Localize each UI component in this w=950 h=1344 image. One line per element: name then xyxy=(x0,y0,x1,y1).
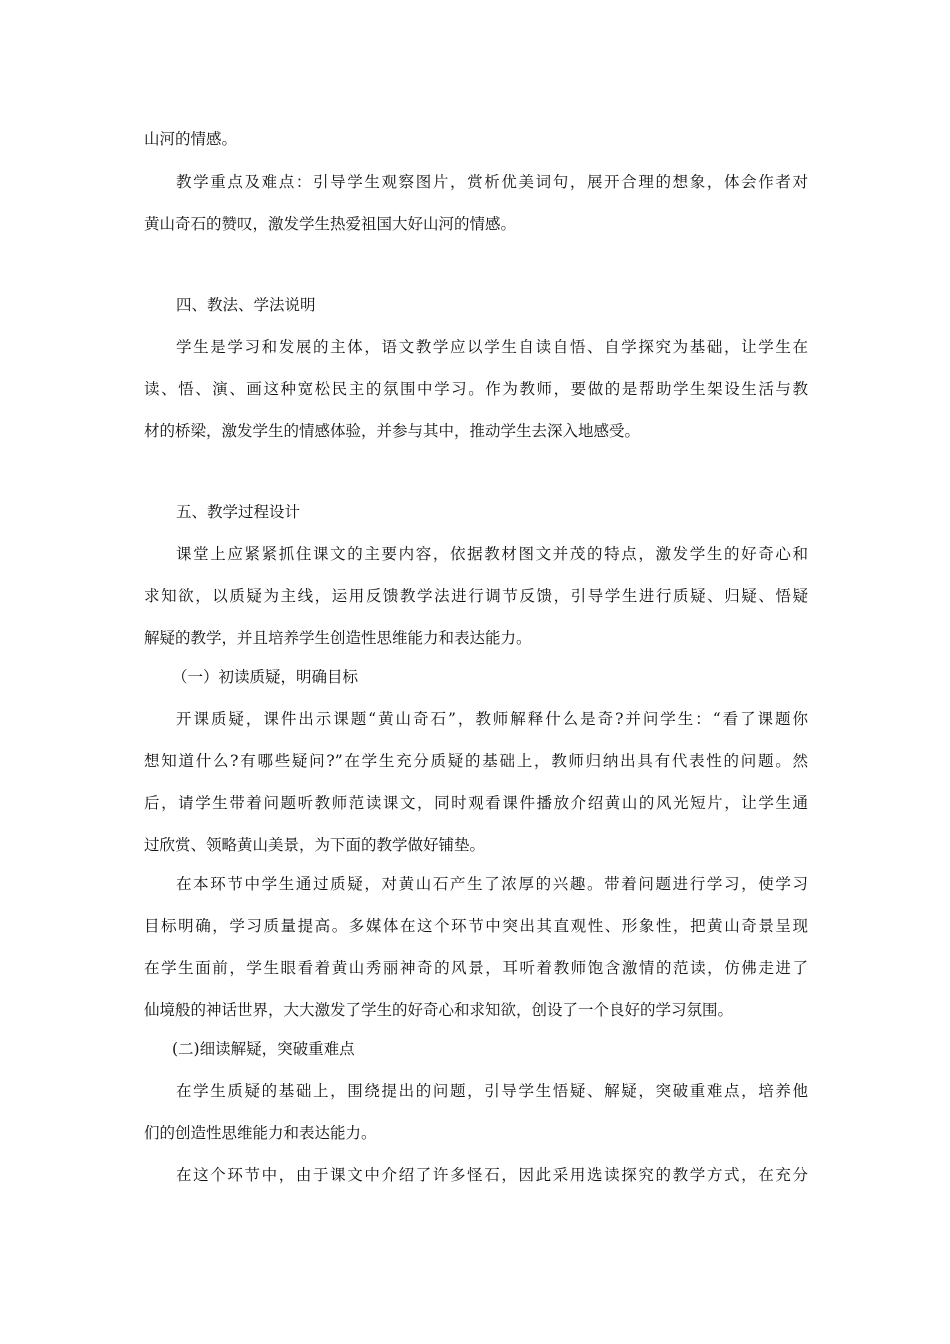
text-line: 在这个环节中，由于课文中介绍了许多怪石，因此采用选读探究的教学方式，在充分 xyxy=(176,1166,808,1184)
section-heading: 四、教法、学法说明 xyxy=(176,296,316,314)
text-line: 求知欲，以质疑为主线，运用反馈教学法进行调节反馈，引导学生进行质疑、归疑、悟疑 xyxy=(144,587,808,605)
text-line: 山河的情感。 xyxy=(144,130,238,148)
text-line: 在本环节中学生通过质疑，对黄山石产生了浓厚的兴趣。带着问题进行学习，使学习 xyxy=(176,875,808,893)
text-line: 读、悟、演、画这种宽松民主的氛围中学习。作为教师，要做的是帮助学生架设生活与教 xyxy=(144,380,808,398)
text-line: 过欣赏、领略黄山美景，为下面的教学做好铺垫。 xyxy=(144,836,486,854)
text-line: 课堂上应紧紧抓住课文的主要内容，依据教材图文并茂的特点，激发学生的好奇心和 xyxy=(176,545,808,563)
text-line: 目标明确，学习质量提高。多媒体在这个环节中突出其直观性、形象性，把黄山奇景呈现 xyxy=(144,917,808,935)
text-line: 材的桥梁，激发学生的情感体验，并参与其中，推动学生去深入地感受。 xyxy=(144,422,641,440)
text-line: 在学生面前，学生眼看着黄山秀丽神奇的风景，耳听着教师饱含激情的范读，仿佛走进了 xyxy=(144,959,808,977)
text-line: 后，请学生带着问题听教师范读课文，同时观看课件播放介绍黄山的风光短片，让学生通 xyxy=(144,794,808,812)
text-line: 教学重点及难点：引导学生观察图片，赏析优美词句，展开合理的想象，体会作者对 xyxy=(176,173,808,191)
text-line: 黄山奇石的赞叹，激发学生热爱祖国大好山河的情感。 xyxy=(144,215,517,233)
section-heading: 五、教学过程设计 xyxy=(176,503,301,521)
text-line: 在学生质疑的基础上，围绕提出的问题，引导学生悟疑、解疑，突破重难点，培养他 xyxy=(176,1082,808,1100)
text-line: 仙境般的神话世界，大大激发了学生的好奇心和求知欲，创设了一个良好的学习氛围。 xyxy=(144,1001,734,1019)
text-line: 想知道什么?有哪些疑问?”在学生充分质疑的基础上，教师归纳出具有代表性的问题。然 xyxy=(144,752,808,770)
text-line: 开课质疑，课件出示课题“黄山奇石”，教师解释什么是奇?并问学生：“看了课题你 xyxy=(176,710,808,728)
text-line: 解疑的教学，并且培养学生创造性思维能力和表达能力。 xyxy=(144,629,532,647)
subsection-heading: (二)细读解疑，突破重难点 xyxy=(172,1040,355,1058)
subsection-heading: （一）初读质疑，明确目标 xyxy=(172,668,359,686)
text-line: 学生是学习和发展的主体，语文教学应以学生自读自悟、自学探究为基础，让学生在 xyxy=(176,338,808,356)
text-line: 们的创造性思维能力和表达能力。 xyxy=(144,1124,377,1142)
